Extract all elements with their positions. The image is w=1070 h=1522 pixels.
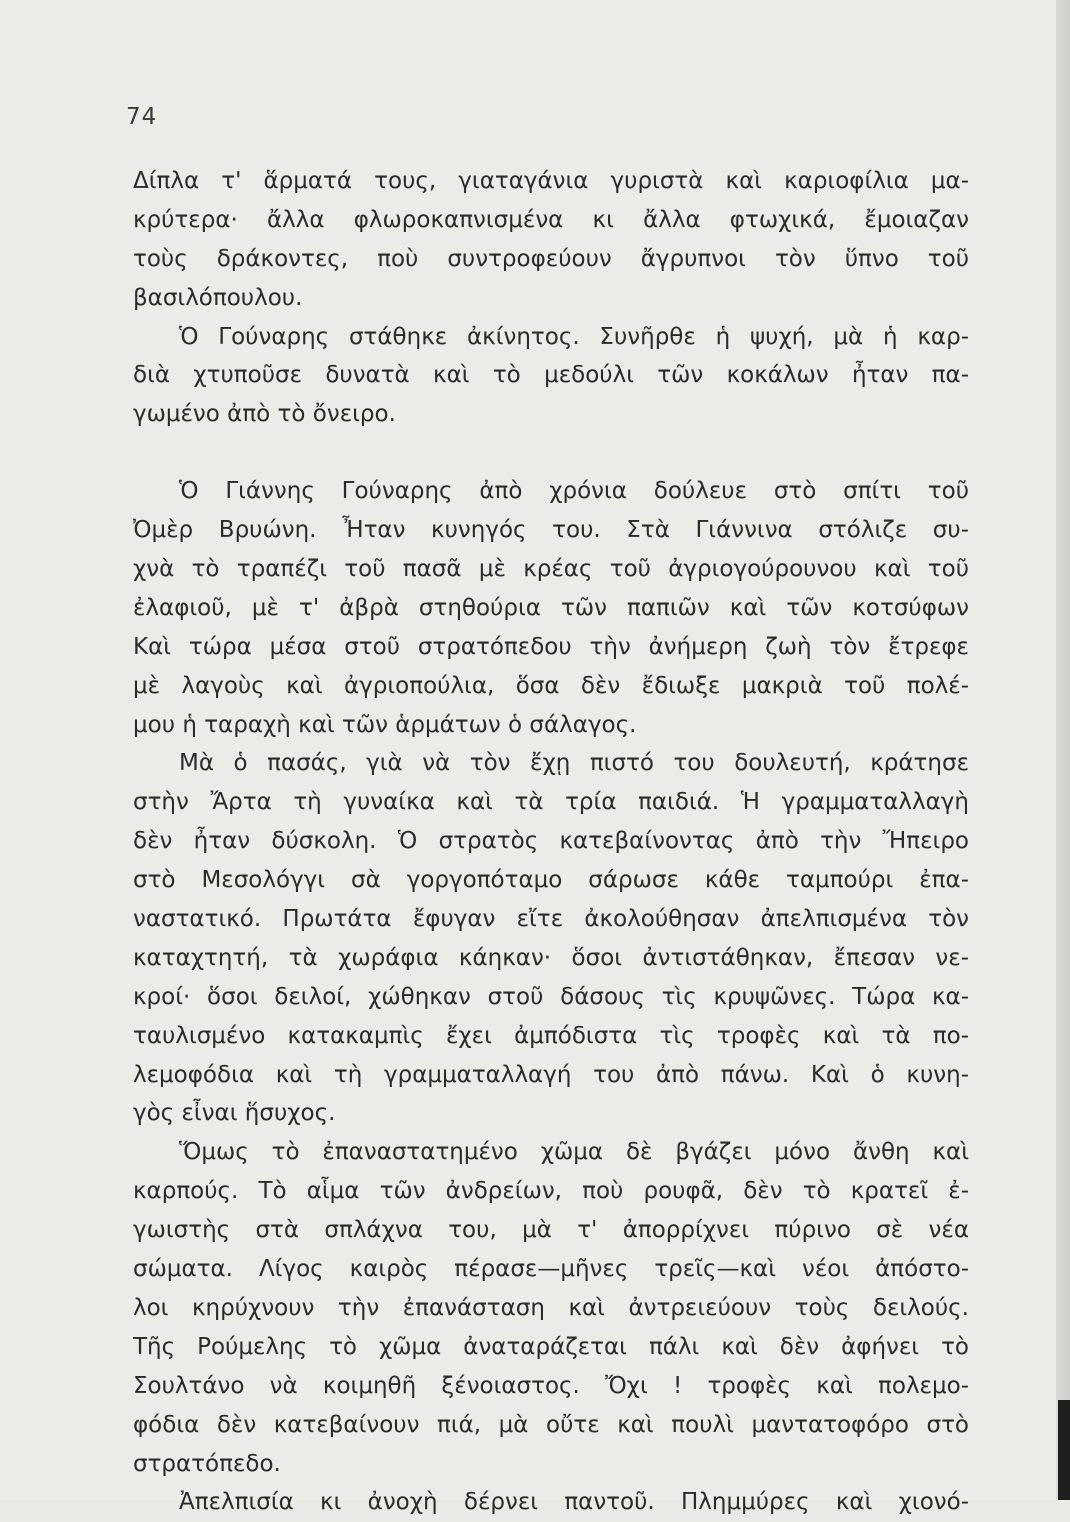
binding-mark	[1058, 1400, 1070, 1500]
text-line: ταυλισμένο κατακαμπὶς ἔχει ἀμπόδιστα τὶς τροφὲς καὶ τὰ πο-	[133, 1022, 969, 1049]
text-line: δὲν ἦταν δύσκολη. Ὁ στρατὸς κατεβαίνοντας ἀπὸ τὴν Ἤπειρο	[133, 828, 969, 855]
text-line: ναστατικό. Πρωτάτα ἔφυγαν εἴτε ἀκολούθησαν ἀπελπισμένα τὸν	[133, 906, 969, 933]
page-edge	[1056, 0, 1070, 1500]
text-line: Καὶ τώρα μέσα στοῦ στρατόπεδου τὴν ἀνήμερη ζωὴ τὸν ἔτρεφε	[133, 633, 969, 660]
text-line: Μὰ ὁ πασάς, γιὰ νὰ τὸν ἔχῃ πιστό του δουλευτή, κράτησε	[179, 750, 969, 777]
text-line: Ὁ Γιάννης Γούναρης ἀπὸ χρόνια δούλευε στὸ σπίτι τοῦ	[179, 478, 969, 505]
text-line: γὸς εἶναι ἥσυχος.	[133, 1100, 336, 1127]
text-line: στὴν Ἄρτα τὴ γυναίκα καὶ τὰ τρία παιδιά. Ἡ γραμματαλλαγὴ	[133, 789, 969, 816]
text-line: λεμοφόδια καὶ τὴ γραμματαλλαγή του ἀπὸ πάνω. Καὶ ὁ κυνη-	[133, 1061, 969, 1088]
text-line: φόδια δὲν κατεβαίνουν πιά, μὰ οὔτε καὶ πουλὶ μαντατοφόρο στὸ	[133, 1411, 969, 1438]
text-line: Σουλτάνο νὰ κοιμηθῆ ξένοιαστος. Ὄχι ! τροφὲς καὶ πολεμο-	[133, 1372, 969, 1399]
text-line: γωμένο ἀπὸ τὸ ὄνειρο.	[133, 401, 396, 428]
text-line: γωιστὴς στὰ σπλάχνα του, μὰ τ' ἀπορρίχνει πύρινο σὲ νέα	[133, 1217, 969, 1244]
text-line: Ἀπελπισία κι ἀνοχὴ δέρνει παντοῦ. Πλημμύρες καὶ χιονό-	[179, 1489, 969, 1516]
text-line: λοι κηρύχνουν τὴν ἐπανάσταση καὶ ἀντρειεύουν τοὺς δειλούς.	[133, 1294, 969, 1321]
text-line: κροί· ὅσοι δειλοί, χώθηκαν στοῦ δάσους τὶς κρυψῶνες. Τώρα κα-	[133, 983, 969, 1010]
text-line: σώματα. Λίγος καιρὸς πέρασε—μῆνες τρεῖς—καὶ νέοι ἀπόστο-	[133, 1256, 969, 1283]
text-line: Τῆς Ρούμελης τὸ χῶμα ἀναταράζεται πάλι καὶ δὲν ἀφήνει τὸ	[133, 1333, 969, 1360]
text-line: κρύτερα· ἄλλα φλωροκαπνισμένα κι ἄλλα φτωχικά, ἔμοιαζαν	[133, 206, 969, 233]
page-number: 74	[126, 104, 158, 130]
text-line: μου ἡ ταραχὴ καὶ τῶν ἁρμάτων ὁ σάλαγος.	[133, 711, 637, 738]
text-line: στὸ Μεσολόγγι σὰ γοργοπόταμο σάρωσε κάθε ταμπούρι ἐπα-	[133, 867, 969, 894]
text-line: μὲ λαγοὺς καὶ ἀγριοπούλια, ὅσα δὲν ἔδιωξε μακριὰ τοῦ πολέ-	[133, 672, 969, 699]
text-line: Ὀμὲρ Βρυώνη. Ἦταν κυνηγός του. Στὰ Γιάννινα στόλιζε συ-	[133, 517, 969, 544]
text-line: Δίπλα τ' ἅρματά τους, γιαταγάνια γυριστὰ καὶ καριοφίλια μα-	[133, 168, 969, 194]
text-line: καταχτητή, τὰ χωράφια κάηκαν· ὅσοι ἀντιστάθηκαν, ἔπεσαν νε-	[133, 944, 969, 971]
text-line: τοὺς δράκοντες, ποὺ συντροφεύουν ἄγρυπνοι τὸν ὕπνο τοῦ	[133, 245, 969, 272]
text-line: Ὁ Γούναρης στάθηκε ἀκίνητος. Συνῆρθε ἡ ψυχή, μὰ ἡ καρ-	[179, 323, 969, 350]
text-line: βασιλόπουλου.	[133, 284, 303, 311]
text-line: χνὰ τὸ τραπέζι τοῦ πασᾶ μὲ κρέας τοῦ ἀγριογούρουνου καὶ τοῦ	[133, 556, 969, 583]
text-line: διὰ χτυποῦσε δυνατὰ καὶ τὸ μεδούλι τῶν κοκάλων ἦταν πα-	[133, 362, 969, 389]
text-line: Ὅμως τὸ ἐπαναστατημένο χῶμα δὲ βγάζει μόνο ἄνθη καὶ	[179, 1139, 969, 1166]
body-text	[133, 162, 969, 1522]
text-line: στρατόπεδο.	[133, 1450, 281, 1477]
text-line: καρπούς. Τὸ αἷμα τῶν ἀνδρείων, ποὺ ρουφᾶ, δὲν τὸ κρατεῖ ἐ-	[133, 1178, 969, 1205]
text-line: ἐλαφιοῦ, μὲ τ' ἀβρὰ στηθούρια τῶν παπιῶν καὶ τῶν κοτσύφων	[133, 594, 969, 621]
